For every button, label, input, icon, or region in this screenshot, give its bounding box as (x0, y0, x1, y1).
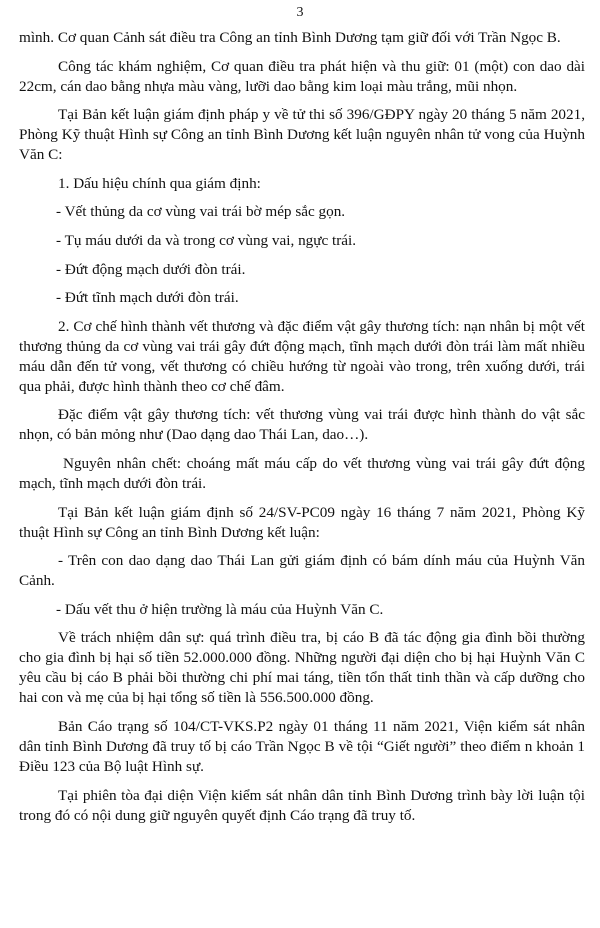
list-item-scene-blood: - Dấu vết thu ở hiện trường là máu của Huỳnh Văn C. (56, 600, 384, 618)
paragraph-trial-prosecution: Tại phiên tòa đại diện Viện kiểm sát nhân dân tỉnh Bình Dương trình bày lời luận tội trong đó có nội dung giữ nguyên quyết định Cáo trạng đã truy tố. (19, 786, 585, 824)
page-number: 3 (296, 5, 304, 20)
paragraph-evidence-collection: Công tác khám nghiệm, Cơ quan điều tra phát hiện và thu giữ: 01 (một) con dao dài 22cm, cán dao bằng nhựa màu vàng, lưỡi dao bằng kim loại màu trắng, mũi nhọn. (19, 57, 585, 95)
paragraph-cause-of-death: Nguyên nhân chết: choáng mất máu cấp do vết thương vùng vai trái gây đứt động mạch, tĩnh mạch dưới đòn trái. (19, 454, 585, 492)
paragraph-indictment: Bản Cáo trạng số 104/CT-VKS.P2 ngày 01 tháng 11 năm 2021, Viện kiểm sát nhân dân tỉnh Bình Dương đã truy tố bị cáo Trần Ngọc B về tội “Giết người” theo điểm n khoản 1 Điều 123 của Bộ luật Hình sự. (19, 717, 585, 775)
list-item-artery: - Đứt động mạch dưới đòn trái. (56, 260, 246, 278)
paragraph-main-signs-heading: 1. Dấu hiệu chính qua giám định: (58, 174, 261, 192)
paragraph-forensic-conclusion: Tại Bản kết luận giám định số 24/SV-PC09 ngày 16 tháng 7 năm 2021, Phòng Kỹ thuật Hình sự Công an tỉnh Bình Dương kết luận: (19, 503, 585, 541)
list-item-vein: - Đứt tĩnh mạch dưới đòn trái. (56, 289, 239, 307)
paragraph-civil-liability: Về trách nhiệm dân sự: quá trình điều tra, bị cáo B đã tác động gia đình bồi thường cho gia đình bị hại số tiền 52.000.000 đồng. Những người đại diện cho bị hại Huỳnh Văn C yêu cầu bị cáo B phải bồi thường chi phí mai táng, tiền tổn thất tinh thần và cấp dưỡng cho hai con và mẹ của bị hại tổng số tiền là 556.500.000 đồng. (19, 629, 585, 707)
paragraph-weapon-characteristics: Đặc điểm vật gây thương tích: vết thương vùng vai trái được hình thành do vật sắc nhọn, có bản mỏng như (Dao dạng dao Thái Lan, dao…). (19, 406, 585, 444)
paragraph-autopsy-conclusion: Tại Bản kết luận giám định pháp y về tử thi số 396/GĐPY ngày 20 tháng 5 năm 2021, Phòng Kỹ thuật Hình sự Công an tỉnh Bình Dương kết luận nguyên nhân tử vong của Huỳnh Văn C: (19, 106, 585, 164)
document-body (19, 28, 585, 834)
paragraph-continuation: mình. Cơ quan Cảnh sát điều tra Công an tỉnh Bình Dương tạm giữ đối với Trần Ngọc B. (19, 29, 561, 46)
paragraph-wound-mechanism: 2. Cơ chế hình thành vết thương và đặc điểm vật gây thương tích: nạn nhân bị một vết thương thủng da cơ vùng vai trái gây đứt động mạch, tĩnh mạch dưới đòn trái làm mất nhiều máu dẫn đến tử vong, vết thương có chiều hướng từ ngoài vào trong, trên xuống dưới, trái qua phải, được hình thành theo cơ chế đâm. (19, 317, 585, 395)
list-item-knife-blood: - Trên con dao dạng dao Thái Lan gửi giám định có bám dính máu của Huỳnh Văn Cảnh. (19, 552, 585, 590)
list-item-wound: - Vết thủng da cơ vùng vai trái bờ mép sắc gọn. (56, 203, 346, 221)
list-item-hematoma: - Tụ máu dưới da và trong cơ vùng vai, ngực trái. (56, 231, 357, 249)
